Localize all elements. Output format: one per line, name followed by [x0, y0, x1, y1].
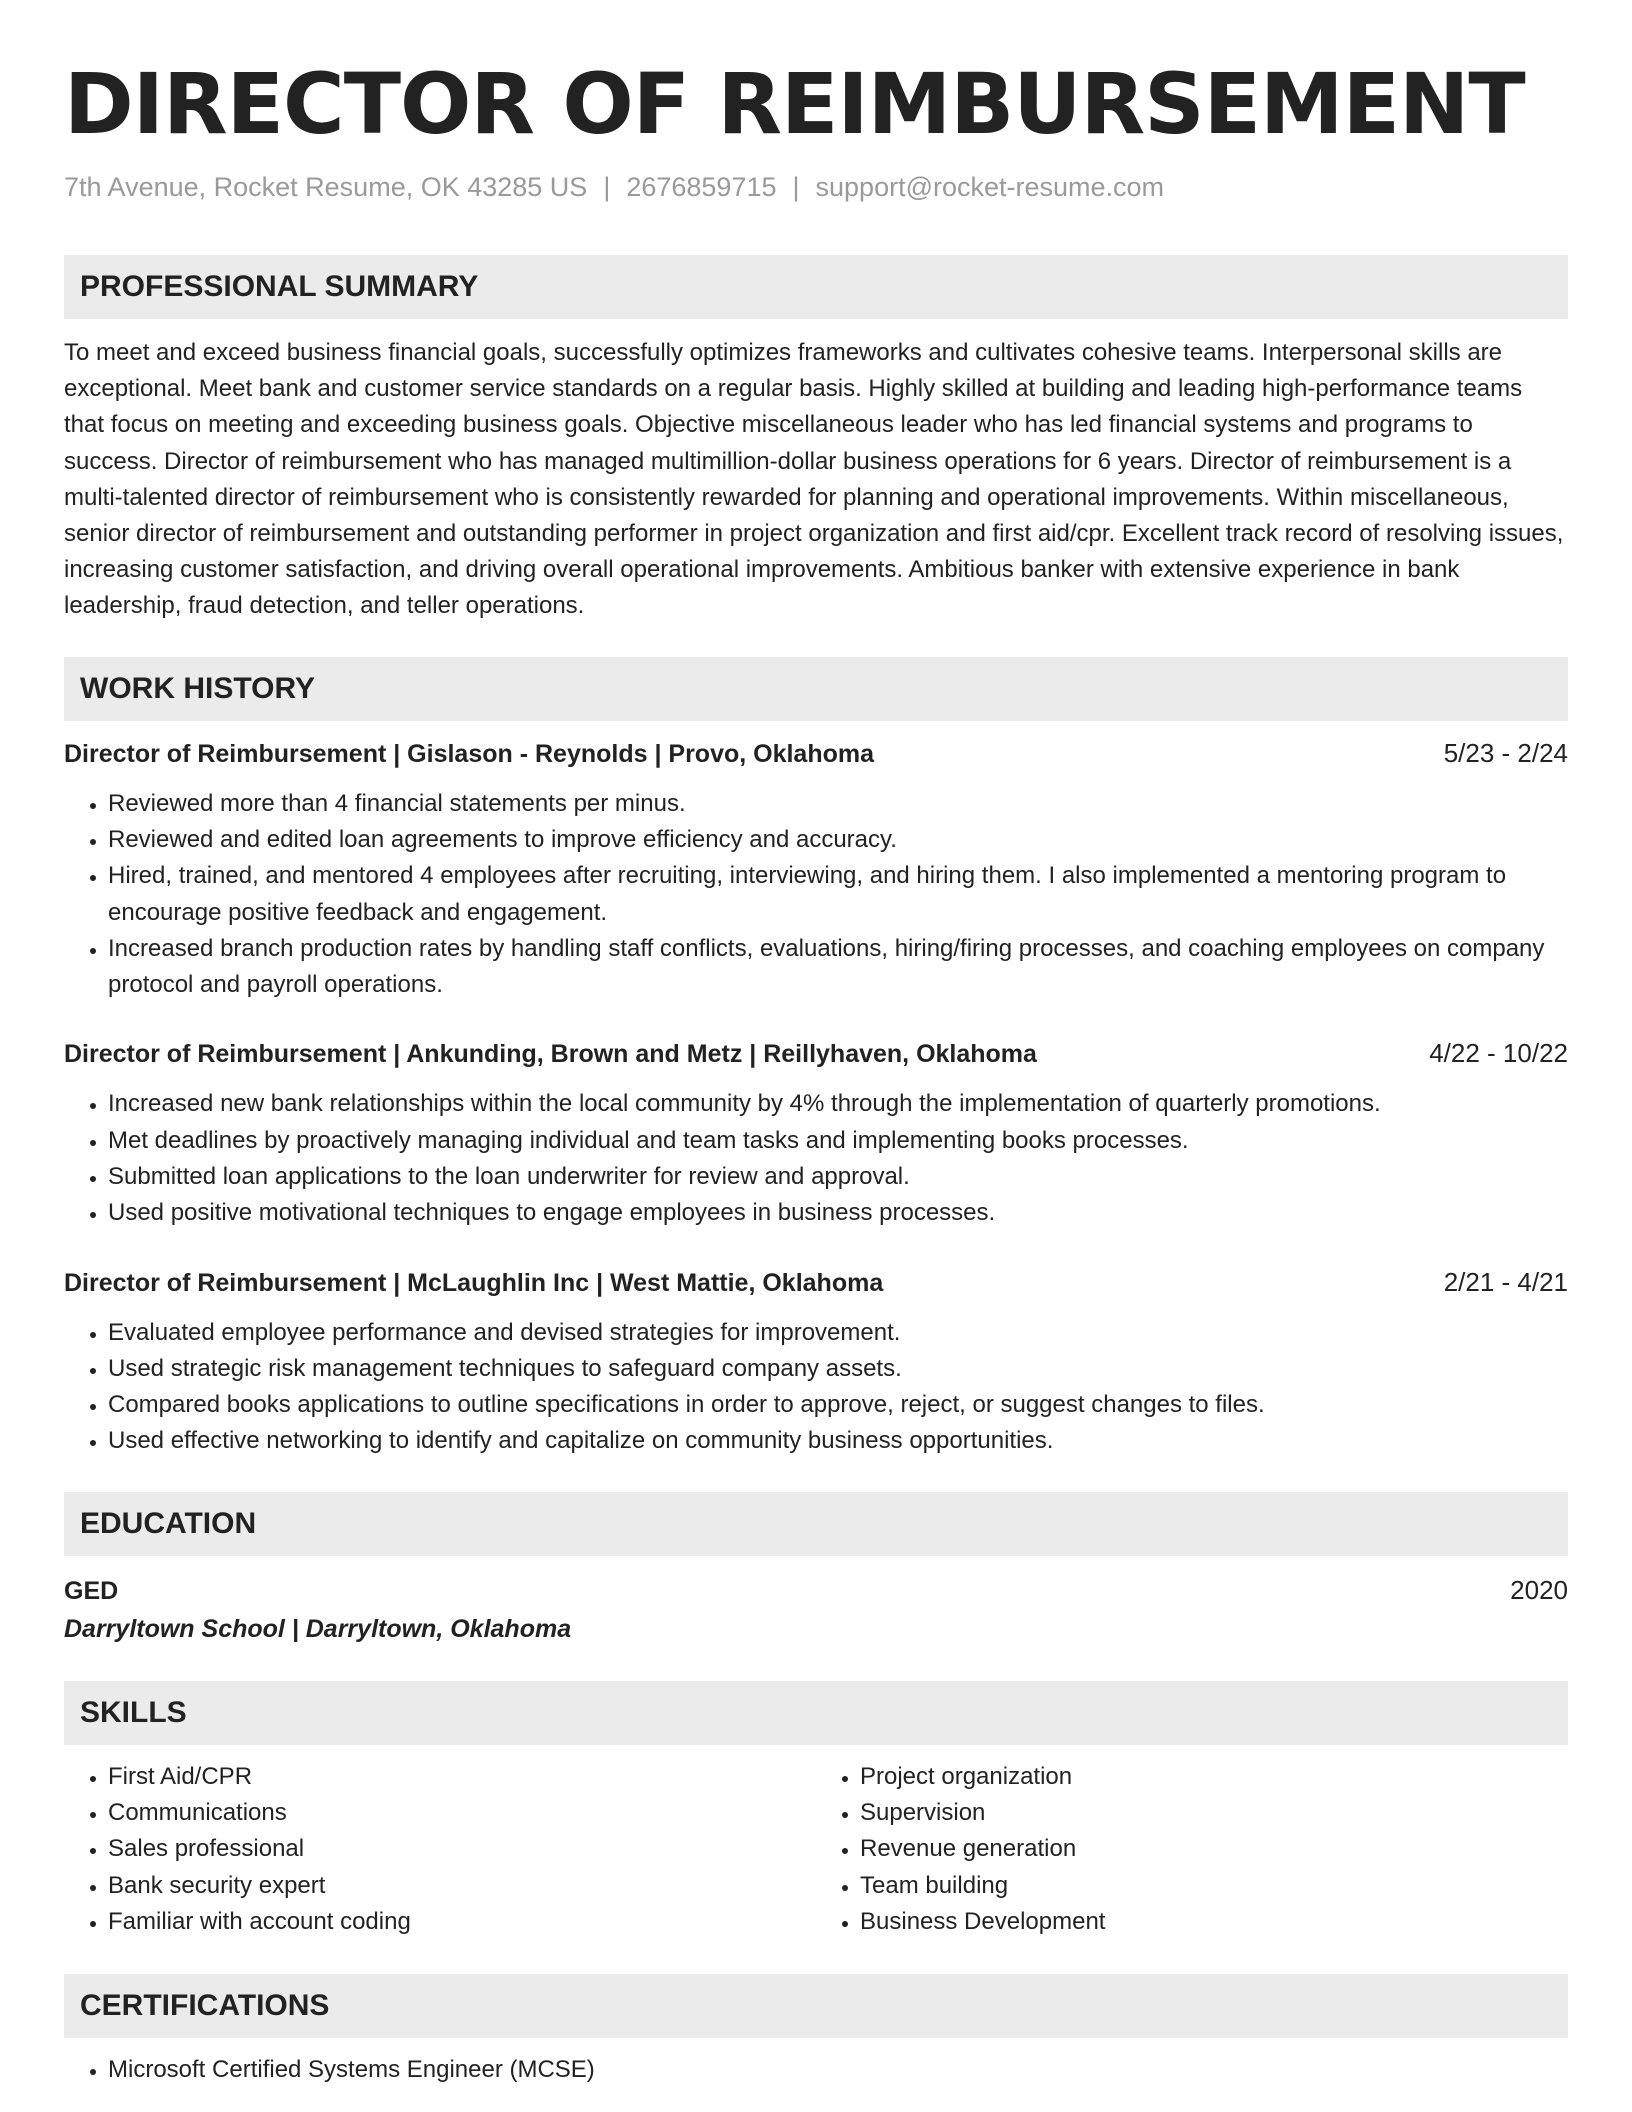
skill-item: • Revenue generation [860, 1831, 1568, 1867]
job-dates: 5/23 - 2/24 [1443, 737, 1568, 768]
skills-heading: SKILLS [64, 1681, 1568, 1745]
job-title: Director of Reimbursement | Ankunding, Brown and Metz | Reillyhaven, Oklahoma [64, 1040, 1037, 1069]
job-entry [64, 1035, 1568, 1231]
job-bullet: • Met deadlines by proactively managing individual and team tasks and implementing books processes. [108, 1123, 1568, 1159]
skill-item: • First Aid/CPR [108, 1759, 816, 1795]
job-entry [64, 1264, 1568, 1460]
summary-heading: PROFESSIONAL SUMMARY [64, 255, 1568, 319]
education-heading: EDUCATION [64, 1492, 1568, 1556]
job-bullet: • Compared books applications to outline specifications in order to approve, reject, or suggest changes to files. [108, 1387, 1568, 1423]
job-bullet: • Hired, trained, and mentored 4 employees after recruiting, interviewing, and hiring them. I also implemented a mentoring program to encourage positive feedback and engagement. [108, 858, 1568, 931]
job-title: Director of Reimbursement | Gislason - Reynolds | Provo, Oklahoma [64, 739, 875, 768]
job-bullet: • Used strategic risk management techniques to safeguard company assets. [108, 1351, 1568, 1387]
job-bullets [64, 786, 1568, 1004]
job-header [64, 1264, 1568, 1301]
job-title: Director of Reimbursement | McLaughlin Inc | West Mattie, Oklahoma [64, 1268, 884, 1297]
certifications-section [64, 1974, 1568, 2088]
contact-separator: | [792, 172, 800, 202]
education-year: 2020 [1510, 1574, 1568, 1605]
job-bullet: • Submitted loan applications to the loan underwriter for review and approval. [108, 1159, 1568, 1195]
job-bullet: • Increased branch production rates by handling staff conflicts, evaluations, hiring/firing processes, and coaching employees on company protocol and payroll operations. [108, 931, 1568, 1004]
job-bullet: • Evaluated employee performance and devised strategies for improvement. [108, 1315, 1568, 1351]
contact-separator: | [603, 172, 611, 202]
job-header [64, 1035, 1568, 1072]
education-school: Darryltown School | Darryltown, Oklahoma [64, 1614, 572, 1643]
certification-item: • Microsoft Certified Systems Engineer (MCSE) [108, 2052, 1568, 2088]
job-bullet: • Reviewed and edited loan agreements to improve efficiency and accuracy. [108, 822, 1568, 858]
job-dates: 4/22 - 10/22 [1429, 1038, 1568, 1069]
summary-text: To meet and exceed business financial goals, successfully optimizes frameworks and cultivates cohesive teams. Interpersonal skills are exceptional. Meet bank and customer service standards on a regular basis. Highly skilled at building and leading high-performance teams that focus on meeting and exceeding business goals. Objective miscellaneous leader who has led financial systems and programs to success. Director of reimbursement who has managed multimillion-dollar business operations for 6 years. Director of reimbursement is a multi-talented director of reimbursement who is consistently rewarded for planning and operational improvements. Within miscellaneous, senior director of reimbursement and outstanding performer in project organization and first aid/cpr. Excellent track record of resolving issues, increasing customer satisfaction, and driving overall operational improvements. Ambitious banker with extensive experience in bank leadership, fraud detection, and teller operations. [64, 339, 1564, 620]
job-bullets [64, 1086, 1568, 1231]
job-bullet: • Increased new bank relationships within the local community by 4% through the implementation of quarterly promotions. [108, 1086, 1568, 1122]
skill-item: • Communications [108, 1795, 816, 1831]
contact-email: support@rocket-resume.com [815, 172, 1165, 202]
skills-columns [64, 1745, 1568, 1940]
education-degree: GED [64, 1576, 119, 1605]
contact-line [64, 172, 1568, 203]
skill-item: • Business Development [860, 1904, 1568, 1940]
resume-header [64, 55, 1568, 203]
candidate-name: DIRECTOR OF REIMBURSEMENT [64, 55, 1525, 153]
skills-section [64, 1681, 1568, 1940]
job-bullet: • Reviewed more than 4 financial statements per minus. [108, 786, 1568, 822]
skill-item: • Project organization [860, 1759, 1568, 1795]
education-section [64, 1492, 1568, 1647]
summary-section [64, 255, 1568, 625]
skill-item: • Supervision [860, 1795, 1568, 1831]
job-header [64, 735, 1568, 772]
education-header [64, 1572, 1568, 1609]
skill-item: • Sales professional [108, 1831, 816, 1867]
job-bullet: • Used positive motivational techniques to engage employees in business processes. [108, 1195, 1568, 1231]
job-entry [64, 735, 1568, 1004]
skill-item: • Team building [860, 1868, 1568, 1904]
work-history-heading: WORK HISTORY [64, 657, 1568, 721]
certifications-heading: CERTIFICATIONS [64, 1974, 1568, 2038]
skill-item: • Familiar with account coding [108, 1904, 816, 1940]
skills-list-right [816, 1759, 1568, 1940]
skill-item: • Bank security expert [108, 1868, 816, 1904]
skills-list-left [64, 1759, 816, 1940]
job-dates: 2/21 - 4/21 [1443, 1266, 1568, 1297]
job-bullet: • Used effective networking to identify and capitalize on community business opportunities. [108, 1423, 1568, 1459]
contact-phone: 2676859715 [626, 172, 777, 202]
job-bullets [64, 1315, 1568, 1460]
work-history-section [64, 657, 1568, 1460]
contact-address: 7th Avenue, Rocket Resume, OK 43285 US [64, 172, 588, 202]
certifications-list [64, 2052, 1568, 2088]
